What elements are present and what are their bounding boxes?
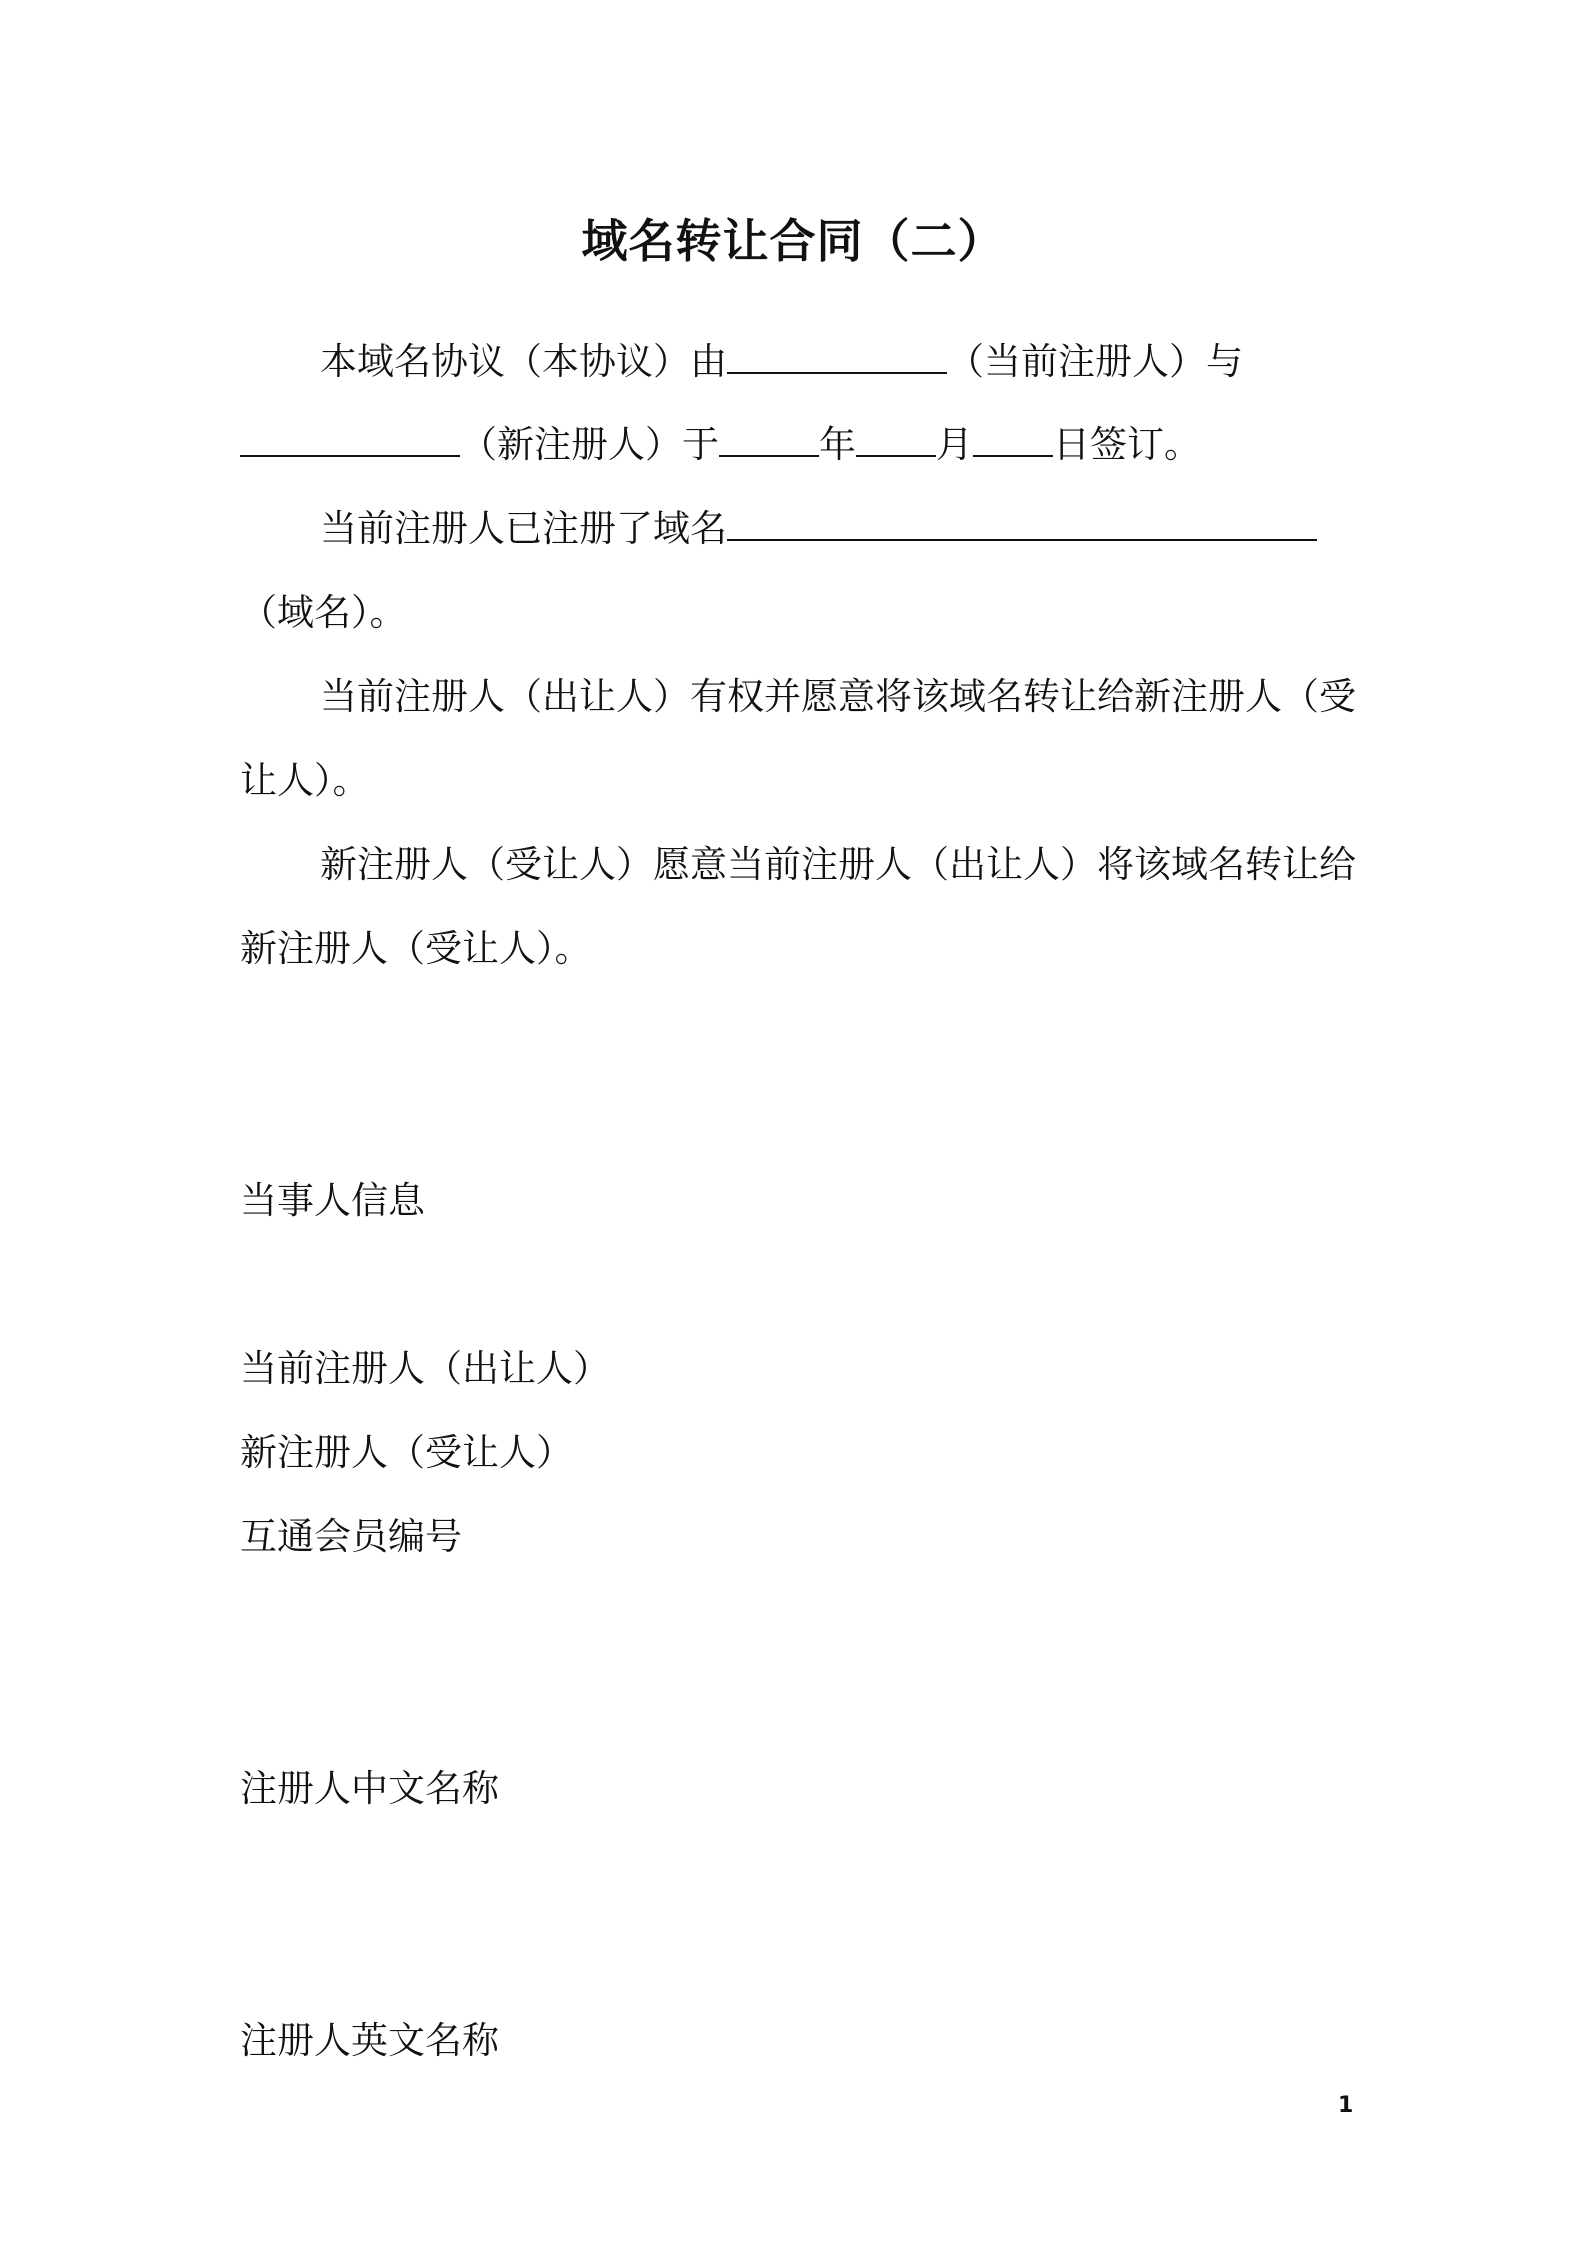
new-registrant-blank: [240, 421, 460, 457]
document-title: 域名转让合同（二）: [581, 214, 1005, 268]
para2-line1: [320, 505, 1317, 553]
para4-line2: 新注册人（受让人）。: [240, 927, 592, 970]
year-blank: [719, 421, 819, 457]
new-registrant-label: 新注册人（受让人）: [240, 1431, 573, 1474]
current-registrant-blank: [727, 338, 947, 374]
para1-text-b: （当前注册人）与: [947, 340, 1243, 383]
para2-text: 当前注册人已注册了域名: [320, 507, 727, 550]
domain-blank: [727, 505, 1317, 541]
day-label: 日签订。: [1053, 423, 1201, 466]
para3-line2: 让人）。: [240, 759, 370, 802]
para2-line2: （域名）。: [240, 591, 407, 634]
para1-text-c: （新注册人）于: [460, 423, 719, 466]
year-label: 年: [819, 423, 856, 466]
day-blank: [973, 421, 1053, 457]
chinese-name-label: 注册人中文名称: [240, 1767, 499, 1810]
member-id-label: 互通会员编号: [240, 1515, 462, 1558]
page-number: 1: [1338, 2093, 1354, 2118]
para1-text-a: 本域名协议（本协议）由: [320, 340, 727, 383]
para4-line1: 新注册人（受让人）愿意当前注册人（出让人）将该域名转让给: [320, 843, 1356, 886]
party-info-heading: 当事人信息: [240, 1179, 425, 1222]
para1-line2: [240, 421, 1201, 469]
para3-line1: 当前注册人（出让人）有权并愿意将该域名转让给新注册人（受: [320, 675, 1356, 718]
para1-line1: [320, 338, 1243, 386]
month-label: 月: [936, 423, 973, 466]
current-registrant-label: 当前注册人（出让人）: [240, 1347, 610, 1390]
english-name-label: 注册人英文名称: [240, 2019, 499, 2062]
month-blank: [856, 421, 936, 457]
